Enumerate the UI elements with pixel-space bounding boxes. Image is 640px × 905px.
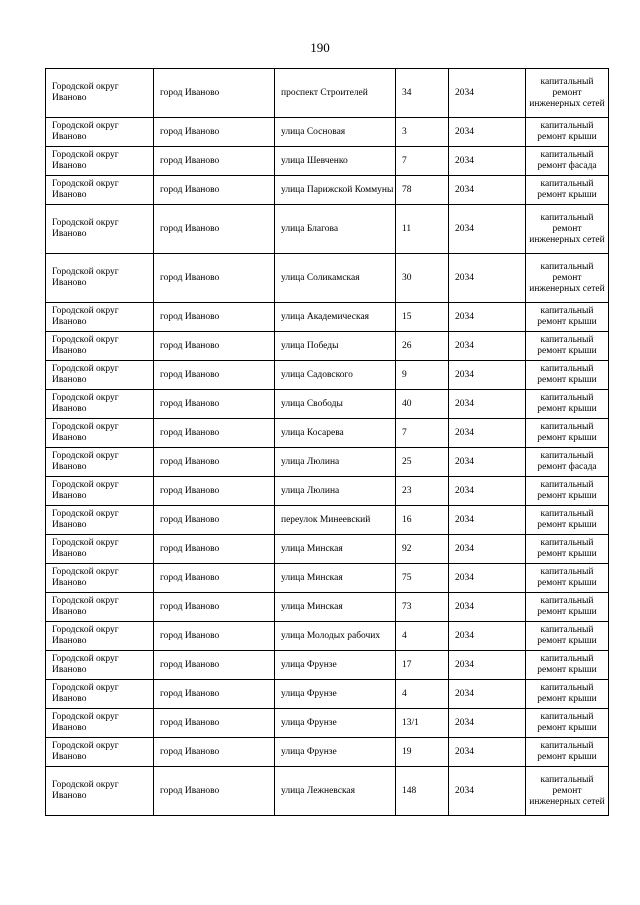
street-cell: улица Садовского [275, 361, 396, 390]
work-type-cell: капитальный ремонт крыши [526, 535, 609, 564]
table-row [46, 564, 609, 593]
table-row [46, 118, 609, 147]
work-type-cell: капитальный ремонт крыши [526, 332, 609, 361]
year-cell: 2034 [449, 303, 526, 332]
work-type-cell: капитальный ремонт крыши [526, 564, 609, 593]
year-cell: 2034 [449, 477, 526, 506]
house-number-cell: 75 [396, 564, 449, 593]
city-cell: город Иваново [154, 448, 275, 477]
work-type-cell: капитальный ремонт крыши [526, 477, 609, 506]
district-cell: Городской округ Иваново [46, 477, 154, 506]
street-cell: улица Свободы [275, 390, 396, 419]
work-type-cell: капитальный ремонт крыши [526, 680, 609, 709]
district-cell: Городской округ Иваново [46, 390, 154, 419]
street-cell: улица Молодых рабочих [275, 622, 396, 651]
house-number-cell: 73 [396, 593, 449, 622]
table-row [46, 738, 609, 767]
house-number-cell: 7 [396, 419, 449, 448]
year-cell: 2034 [449, 361, 526, 390]
table-row [46, 448, 609, 477]
house-number-cell: 19 [396, 738, 449, 767]
street-cell: проспект Строителей [275, 69, 396, 118]
table-row [46, 419, 609, 448]
page-number: 190 [310, 40, 330, 55]
work-type-cell: капитальный ремонт крыши [526, 118, 609, 147]
work-type-cell: капитальный ремонт крыши [526, 651, 609, 680]
city-cell: город Иваново [154, 118, 275, 147]
street-cell: улица Сосновая [275, 118, 396, 147]
house-number-cell: 9 [396, 361, 449, 390]
year-cell: 2034 [449, 69, 526, 118]
work-type-cell: капитальный ремонт фасада [526, 147, 609, 176]
district-cell: Городской округ Иваново [46, 709, 154, 738]
street-cell: переулок Минеевский [275, 506, 396, 535]
work-type-cell: капитальный ремонт инженерных сетей [526, 254, 609, 303]
house-number-cell: 13/1 [396, 709, 449, 738]
table-row [46, 622, 609, 651]
city-cell: город Иваново [154, 506, 275, 535]
house-number-cell: 40 [396, 390, 449, 419]
street-cell: улица Минская [275, 593, 396, 622]
work-type-cell: капитальный ремонт крыши [526, 176, 609, 205]
district-cell: Городской округ Иваново [46, 535, 154, 564]
work-type-cell: капитальный ремонт крыши [526, 419, 609, 448]
year-cell: 2034 [449, 680, 526, 709]
house-number-cell: 17 [396, 651, 449, 680]
city-cell: город Иваново [154, 564, 275, 593]
city-cell: город Иваново [154, 147, 275, 176]
year-cell: 2034 [449, 390, 526, 419]
year-cell: 2034 [449, 254, 526, 303]
table-row [46, 254, 609, 303]
street-cell: улица Люлина [275, 448, 396, 477]
house-number-cell: 15 [396, 303, 449, 332]
work-type-cell: капитальный ремонт крыши [526, 593, 609, 622]
street-cell: улица Минская [275, 535, 396, 564]
work-type-cell: капитальный ремонт инженерных сетей [526, 69, 609, 118]
house-number-cell: 11 [396, 205, 449, 254]
street-cell: улица Фрунзе [275, 738, 396, 767]
street-cell: улица Косарева [275, 419, 396, 448]
table-row [46, 709, 609, 738]
house-number-cell: 26 [396, 332, 449, 361]
work-type-cell: капитальный ремонт крыши [526, 506, 609, 535]
district-cell: Городской округ Иваново [46, 254, 154, 303]
house-number-cell: 4 [396, 622, 449, 651]
street-cell: улица Шевченко [275, 147, 396, 176]
work-type-cell: капитальный ремонт крыши [526, 622, 609, 651]
work-type-cell: капитальный ремонт крыши [526, 361, 609, 390]
table-row [46, 176, 609, 205]
district-cell: Городской округ Иваново [46, 622, 154, 651]
street-cell: улица Фрунзе [275, 651, 396, 680]
house-number-cell: 4 [396, 680, 449, 709]
work-type-cell: капитальный ремонт инженерных сетей [526, 767, 609, 816]
district-cell: Городской округ Иваново [46, 332, 154, 361]
year-cell: 2034 [449, 176, 526, 205]
city-cell: город Иваново [154, 477, 275, 506]
table-row [46, 477, 609, 506]
work-type-cell: капитальный ремонт крыши [526, 390, 609, 419]
city-cell: город Иваново [154, 176, 275, 205]
year-cell: 2034 [449, 622, 526, 651]
city-cell: город Иваново [154, 254, 275, 303]
city-cell: город Иваново [154, 332, 275, 361]
table-row [46, 651, 609, 680]
work-type-cell: капитальный ремонт инженерных сетей [526, 205, 609, 254]
city-cell: город Иваново [154, 651, 275, 680]
year-cell: 2034 [449, 205, 526, 254]
district-cell: Городской округ Иваново [46, 680, 154, 709]
house-number-cell: 3 [396, 118, 449, 147]
street-cell: улица Фрунзе [275, 709, 396, 738]
city-cell: город Иваново [154, 622, 275, 651]
city-cell: город Иваново [154, 738, 275, 767]
city-cell: город Иваново [154, 535, 275, 564]
year-cell: 2034 [449, 419, 526, 448]
table-row [46, 361, 609, 390]
year-cell: 2034 [449, 651, 526, 680]
work-type-cell: капитальный ремонт крыши [526, 738, 609, 767]
street-cell: улица Благова [275, 205, 396, 254]
table-row [46, 506, 609, 535]
year-cell: 2034 [449, 767, 526, 816]
work-type-cell: капитальный ремонт крыши [526, 709, 609, 738]
house-number-cell: 148 [396, 767, 449, 816]
house-number-cell: 34 [396, 69, 449, 118]
table-row [46, 205, 609, 254]
year-cell: 2034 [449, 593, 526, 622]
street-cell: улица Люлина [275, 477, 396, 506]
district-cell: Городской округ Иваново [46, 303, 154, 332]
year-cell: 2034 [449, 564, 526, 593]
year-cell: 2034 [449, 535, 526, 564]
house-number-cell: 7 [396, 147, 449, 176]
table-row [46, 303, 609, 332]
city-cell: город Иваново [154, 361, 275, 390]
table-row [46, 390, 609, 419]
district-cell: Городской округ Иваново [46, 564, 154, 593]
city-cell: город Иваново [154, 69, 275, 118]
year-cell: 2034 [449, 738, 526, 767]
city-cell: город Иваново [154, 767, 275, 816]
year-cell: 2034 [449, 332, 526, 361]
year-cell: 2034 [449, 118, 526, 147]
table-row [46, 680, 609, 709]
district-cell: Городской округ Иваново [46, 118, 154, 147]
district-cell: Городской округ Иваново [46, 176, 154, 205]
district-cell: Городской округ Иваново [46, 767, 154, 816]
table-row [46, 332, 609, 361]
street-cell: улица Минская [275, 564, 396, 593]
repair-schedule-table [45, 68, 609, 816]
house-number-cell: 30 [396, 254, 449, 303]
table-row [46, 767, 609, 816]
work-type-cell: капитальный ремонт крыши [526, 303, 609, 332]
street-cell: улица Парижской Коммуны [275, 176, 396, 205]
table-row [46, 593, 609, 622]
district-cell: Городской округ Иваново [46, 738, 154, 767]
city-cell: город Иваново [154, 593, 275, 622]
city-cell: город Иваново [154, 680, 275, 709]
district-cell: Городской округ Иваново [46, 651, 154, 680]
street-cell: улица Соликамская [275, 254, 396, 303]
street-cell: улица Академическая [275, 303, 396, 332]
district-cell: Городской округ Иваново [46, 147, 154, 176]
year-cell: 2034 [449, 147, 526, 176]
street-cell: улица Победы [275, 332, 396, 361]
street-cell: улица Лежневская [275, 767, 396, 816]
city-cell: город Иваново [154, 205, 275, 254]
year-cell: 2034 [449, 448, 526, 477]
city-cell: город Иваново [154, 709, 275, 738]
district-cell: Городской округ Иваново [46, 419, 154, 448]
district-cell: Городской округ Иваново [46, 205, 154, 254]
district-cell: Городской округ Иваново [46, 448, 154, 477]
city-cell: город Иваново [154, 419, 275, 448]
house-number-cell: 23 [396, 477, 449, 506]
district-cell: Городской округ Иваново [46, 361, 154, 390]
year-cell: 2034 [449, 506, 526, 535]
year-cell: 2034 [449, 709, 526, 738]
district-cell: Городской округ Иваново [46, 506, 154, 535]
table-row [46, 69, 609, 118]
district-cell: Городской округ Иваново [46, 593, 154, 622]
house-number-cell: 16 [396, 506, 449, 535]
city-cell: город Иваново [154, 390, 275, 419]
house-number-cell: 78 [396, 176, 449, 205]
table-row [46, 147, 609, 176]
street-cell: улица Фрунзе [275, 680, 396, 709]
city-cell: город Иваново [154, 303, 275, 332]
district-cell: Городской округ Иваново [46, 69, 154, 118]
house-number-cell: 25 [396, 448, 449, 477]
table-row [46, 535, 609, 564]
house-number-cell: 92 [396, 535, 449, 564]
work-type-cell: капитальный ремонт фасада [526, 448, 609, 477]
